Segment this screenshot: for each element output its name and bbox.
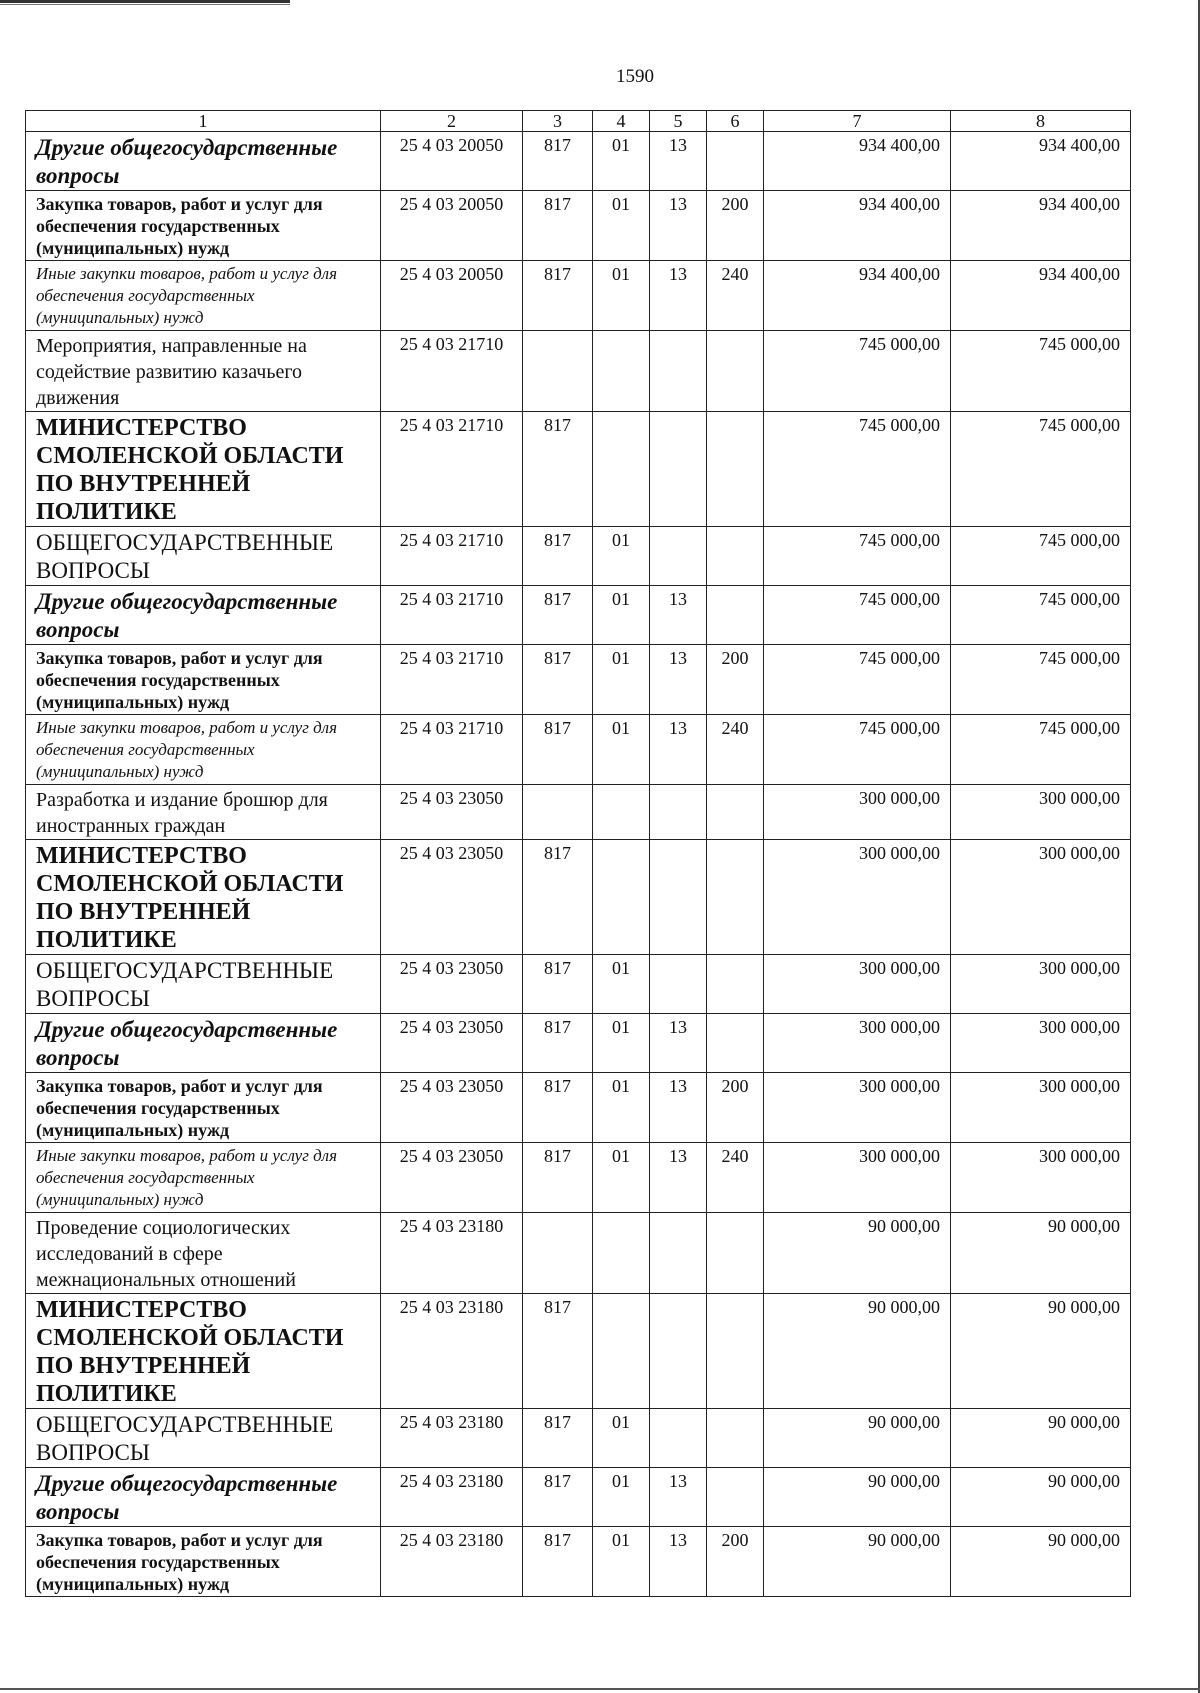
amount-actual: 934 400,00 — [951, 191, 1131, 261]
table-row — [26, 191, 1131, 261]
amount-actual: 934 400,00 — [951, 261, 1131, 331]
amount-plan: 90 000,00 — [764, 1213, 951, 1294]
expense-type-code: 200 — [707, 1527, 764, 1597]
amount-actual: 90 000,00 — [951, 1213, 1131, 1294]
item-name: Иные закупки товаров, работ и услуг для обеспечения государственных (муниципальных) нужд — [26, 715, 381, 785]
expense-type-code — [707, 1294, 764, 1409]
expense-type-code — [707, 785, 764, 840]
scan-bottom-edge — [0, 1688, 1200, 1690]
target-article-code: 25 4 03 23050 — [381, 1143, 523, 1213]
subsection-code — [650, 331, 707, 412]
item-name: МИНИСТЕРСТВО СМОЛЕНСКОЙ ОБЛАСТИ ПО ВНУТРЕННЕЙ ПОЛИТИКЕ — [26, 1294, 381, 1409]
amount-plan: 300 000,00 — [764, 1073, 951, 1143]
item-name: Другие общегосударственные вопросы — [26, 1468, 381, 1527]
item-name: Разработка и издание брошюр для иностранных граждан — [26, 785, 381, 840]
section-code: 01 — [593, 715, 650, 785]
expense-type-code: 240 — [707, 1143, 764, 1213]
section-code: 01 — [593, 1014, 650, 1073]
item-name: Иные закупки товаров, работ и услуг для обеспечения государственных (муниципальных) нужд — [26, 1143, 381, 1213]
amount-actual: 300 000,00 — [951, 1073, 1131, 1143]
item-name: ОБЩЕГОСУДАРСТВЕННЫЕ ВОПРОСЫ — [26, 955, 381, 1014]
table-row — [26, 1073, 1131, 1143]
subsection-code: 13 — [650, 715, 707, 785]
column-header: 3 — [523, 111, 593, 132]
item-name: Мероприятия, направленные на содействие развитию казачьего движения — [26, 331, 381, 412]
column-header: 1 — [26, 111, 381, 132]
section-code: 01 — [593, 586, 650, 645]
section-code — [593, 840, 650, 955]
expense-type-code — [707, 1014, 764, 1073]
section-code: 01 — [593, 1409, 650, 1468]
department-code: 817 — [523, 191, 593, 261]
subsection-code: 13 — [650, 1527, 707, 1597]
target-article-code: 25 4 03 21710 — [381, 645, 523, 715]
budget-table — [25, 110, 1131, 1597]
expense-type-code — [707, 412, 764, 527]
column-header: 7 — [764, 111, 951, 132]
amount-plan: 934 400,00 — [764, 191, 951, 261]
subsection-code: 13 — [650, 1143, 707, 1213]
amount-actual: 745 000,00 — [951, 527, 1131, 586]
amount-plan: 745 000,00 — [764, 331, 951, 412]
amount-actual: 300 000,00 — [951, 1014, 1131, 1073]
department-code: 817 — [523, 1294, 593, 1409]
target-article-code: 25 4 03 21710 — [381, 331, 523, 412]
target-article-code: 25 4 03 23050 — [381, 955, 523, 1014]
table-row — [26, 412, 1131, 527]
department-code: 817 — [523, 1527, 593, 1597]
subsection-code — [650, 955, 707, 1014]
expense-type-code: 200 — [707, 1073, 764, 1143]
section-code: 01 — [593, 955, 650, 1014]
target-article-code: 25 4 03 23180 — [381, 1409, 523, 1468]
amount-actual: 745 000,00 — [951, 331, 1131, 412]
subsection-code: 13 — [650, 132, 707, 191]
table-row — [26, 715, 1131, 785]
department-code: 817 — [523, 132, 593, 191]
amount-plan: 745 000,00 — [764, 412, 951, 527]
department-code: 817 — [523, 1468, 593, 1527]
amount-actual: 90 000,00 — [951, 1527, 1131, 1597]
target-article-code: 25 4 03 20050 — [381, 191, 523, 261]
department-code: 817 — [523, 412, 593, 527]
amount-actual: 300 000,00 — [951, 955, 1131, 1014]
table-body — [26, 132, 1131, 1597]
amount-actual: 745 000,00 — [951, 715, 1131, 785]
column-header: 2 — [381, 111, 523, 132]
subsection-code: 13 — [650, 261, 707, 331]
amount-plan: 745 000,00 — [764, 645, 951, 715]
subsection-code: 13 — [650, 1468, 707, 1527]
section-code — [593, 1213, 650, 1294]
subsection-code: 13 — [650, 1073, 707, 1143]
target-article-code: 25 4 03 23180 — [381, 1527, 523, 1597]
section-code — [593, 1294, 650, 1409]
subsection-code — [650, 412, 707, 527]
column-number-row — [26, 111, 1131, 132]
amount-plan: 300 000,00 — [764, 1014, 951, 1073]
department-code — [523, 1213, 593, 1294]
department-code: 817 — [523, 261, 593, 331]
table-row — [26, 1527, 1131, 1597]
column-header: 8 — [951, 111, 1131, 132]
department-code: 817 — [523, 1143, 593, 1213]
expense-type-code — [707, 840, 764, 955]
section-code: 01 — [593, 261, 650, 331]
amount-plan: 934 400,00 — [764, 261, 951, 331]
department-code: 817 — [523, 1409, 593, 1468]
section-code: 01 — [593, 645, 650, 715]
amount-plan: 745 000,00 — [764, 715, 951, 785]
amount-actual: 300 000,00 — [951, 1143, 1131, 1213]
item-name: Закупка товаров, работ и услуг для обеспечения государственных (муниципальных) нужд — [26, 1073, 381, 1143]
item-name: ОБЩЕГОСУДАРСТВЕННЫЕ ВОПРОСЫ — [26, 527, 381, 586]
amount-plan: 934 400,00 — [764, 132, 951, 191]
amount-plan: 300 000,00 — [764, 785, 951, 840]
section-code — [593, 412, 650, 527]
table-row — [26, 331, 1131, 412]
amount-actual: 300 000,00 — [951, 840, 1131, 955]
department-code: 817 — [523, 715, 593, 785]
department-code: 817 — [523, 586, 593, 645]
amount-actual: 745 000,00 — [951, 586, 1131, 645]
section-code: 01 — [593, 1527, 650, 1597]
section-code: 01 — [593, 1073, 650, 1143]
item-name: Другие общегосударственные вопросы — [26, 1014, 381, 1073]
expense-type-code — [707, 132, 764, 191]
expense-type-code — [707, 1213, 764, 1294]
target-article-code: 25 4 03 23180 — [381, 1468, 523, 1527]
table-row — [26, 840, 1131, 955]
amount-plan: 745 000,00 — [764, 527, 951, 586]
section-code — [593, 785, 650, 840]
subsection-code: 13 — [650, 191, 707, 261]
expense-type-code — [707, 955, 764, 1014]
amount-actual: 90 000,00 — [951, 1468, 1131, 1527]
amount-actual: 934 400,00 — [951, 132, 1131, 191]
table-row — [26, 1409, 1131, 1468]
expense-type-code — [707, 1409, 764, 1468]
expense-type-code — [707, 1468, 764, 1527]
amount-plan: 300 000,00 — [764, 955, 951, 1014]
target-article-code: 25 4 03 21710 — [381, 527, 523, 586]
amount-actual: 745 000,00 — [951, 412, 1131, 527]
item-name: Закупка товаров, работ и услуг для обеспечения государственных (муниципальных) нужд — [26, 191, 381, 261]
subsection-code: 13 — [650, 1014, 707, 1073]
subsection-code — [650, 785, 707, 840]
subsection-code — [650, 1213, 707, 1294]
target-article-code: 25 4 03 20050 — [381, 261, 523, 331]
item-name: Другие общегосударственные вопросы — [26, 132, 381, 191]
department-code — [523, 331, 593, 412]
item-name: ОБЩЕГОСУДАРСТВЕННЫЕ ВОПРОСЫ — [26, 1409, 381, 1468]
amount-actual: 90 000,00 — [951, 1294, 1131, 1409]
amount-plan: 90 000,00 — [764, 1294, 951, 1409]
table-row — [26, 1014, 1131, 1073]
target-article-code: 25 4 03 23050 — [381, 1014, 523, 1073]
section-code: 01 — [593, 527, 650, 586]
item-name: Проведение социологических исследований в сфере межнациональных отношений — [26, 1213, 381, 1294]
section-code: 01 — [593, 1468, 650, 1527]
column-header: 4 — [593, 111, 650, 132]
subsection-code — [650, 527, 707, 586]
department-code: 817 — [523, 955, 593, 1014]
item-name: МИНИСТЕРСТВО СМОЛЕНСКОЙ ОБЛАСТИ ПО ВНУТРЕННЕЙ ПОЛИТИКЕ — [26, 840, 381, 955]
target-article-code: 25 4 03 21710 — [381, 412, 523, 527]
table-row — [26, 955, 1131, 1014]
subsection-code: 13 — [650, 645, 707, 715]
item-name: Другие общегосударственные вопросы — [26, 586, 381, 645]
table-row — [26, 261, 1131, 331]
department-code: 817 — [523, 840, 593, 955]
amount-plan: 745 000,00 — [764, 586, 951, 645]
section-code — [593, 331, 650, 412]
section-code: 01 — [593, 1143, 650, 1213]
item-name: Закупка товаров, работ и услуг для обеспечения государственных (муниципальных) нужд — [26, 645, 381, 715]
target-article-code: 25 4 03 23050 — [381, 840, 523, 955]
expense-type-code — [707, 331, 764, 412]
subsection-code — [650, 1409, 707, 1468]
table-row — [26, 586, 1131, 645]
amount-plan: 90 000,00 — [764, 1527, 951, 1597]
amount-actual: 300 000,00 — [951, 785, 1131, 840]
amount-plan: 300 000,00 — [764, 1143, 951, 1213]
subsection-code: 13 — [650, 586, 707, 645]
table-row — [26, 1294, 1131, 1409]
department-code — [523, 785, 593, 840]
amount-plan: 90 000,00 — [764, 1409, 951, 1468]
target-article-code: 25 4 03 21710 — [381, 586, 523, 645]
target-article-code: 25 4 03 23180 — [381, 1213, 523, 1294]
top-rule — [0, 0, 290, 3]
target-article-code: 25 4 03 23050 — [381, 1073, 523, 1143]
department-code: 817 — [523, 1073, 593, 1143]
expense-type-code — [707, 586, 764, 645]
amount-actual: 745 000,00 — [951, 645, 1131, 715]
target-article-code: 25 4 03 23050 — [381, 785, 523, 840]
expense-type-code: 240 — [707, 261, 764, 331]
table-row — [26, 645, 1131, 715]
table-row — [26, 785, 1131, 840]
amount-actual: 90 000,00 — [951, 1409, 1131, 1468]
section-code: 01 — [593, 191, 650, 261]
table-row — [26, 1143, 1131, 1213]
column-header: 6 — [707, 111, 764, 132]
target-article-code: 25 4 03 20050 — [381, 132, 523, 191]
table-row — [26, 1213, 1131, 1294]
department-code: 817 — [523, 527, 593, 586]
table-row — [26, 1468, 1131, 1527]
table-row — [26, 132, 1131, 191]
amount-plan: 300 000,00 — [764, 840, 951, 955]
department-code: 817 — [523, 1014, 593, 1073]
item-name: МИНИСТЕРСТВО СМОЛЕНСКОЙ ОБЛАСТИ ПО ВНУТРЕННЕЙ ПОЛИТИКЕ — [26, 412, 381, 527]
target-article-code: 25 4 03 21710 — [381, 715, 523, 785]
expense-type-code: 200 — [707, 645, 764, 715]
expense-type-code — [707, 527, 764, 586]
table-row — [26, 527, 1131, 586]
top-rule-secondary — [0, 4, 290, 5]
target-article-code: 25 4 03 23180 — [381, 1294, 523, 1409]
item-name: Иные закупки товаров, работ и услуг для обеспечения государственных (муниципальных) нужд — [26, 261, 381, 331]
subsection-code — [650, 1294, 707, 1409]
expense-type-code: 200 — [707, 191, 764, 261]
item-name: Закупка товаров, работ и услуг для обеспечения государственных (муниципальных) нужд — [26, 1527, 381, 1597]
section-code: 01 — [593, 132, 650, 191]
column-header: 5 — [650, 111, 707, 132]
expense-type-code: 240 — [707, 715, 764, 785]
page-number: 1590 — [616, 66, 654, 87]
amount-plan: 90 000,00 — [764, 1468, 951, 1527]
subsection-code — [650, 840, 707, 955]
department-code: 817 — [523, 645, 593, 715]
